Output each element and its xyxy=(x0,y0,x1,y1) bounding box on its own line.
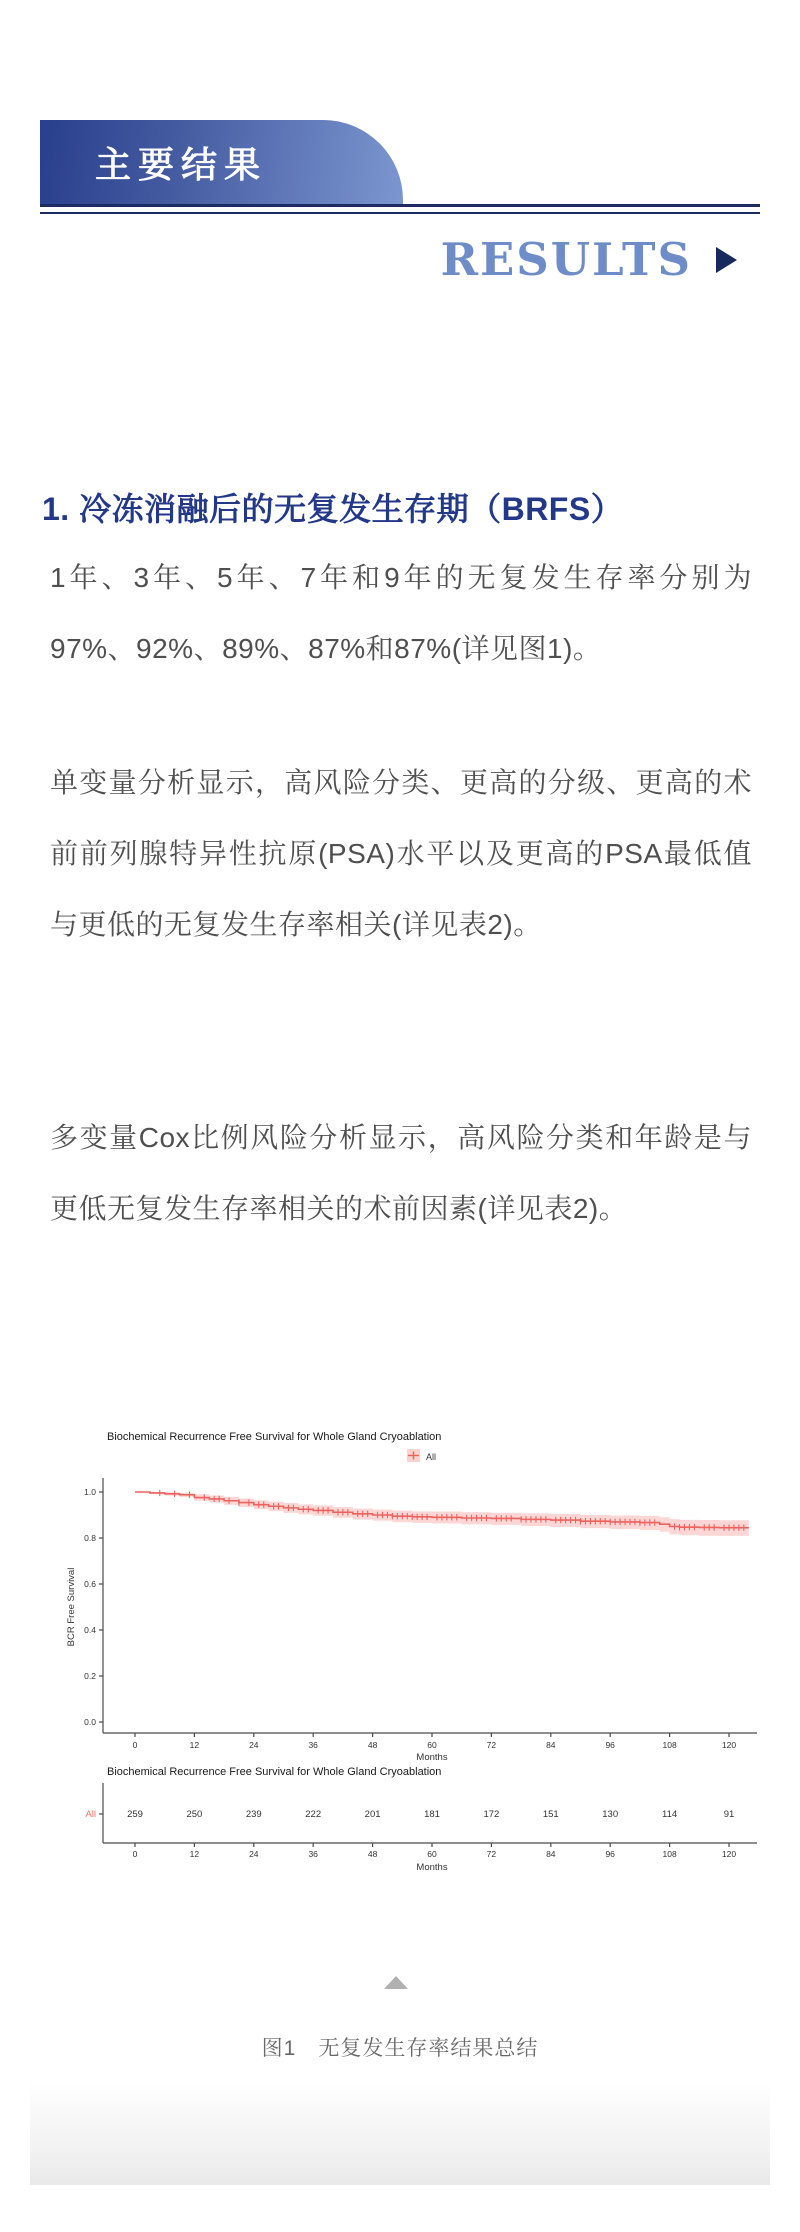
svg-text:222: 222 xyxy=(305,1809,322,1820)
svg-text:84: 84 xyxy=(546,1849,556,1859)
section-banner xyxy=(40,120,403,205)
next-section-card-top xyxy=(30,2082,770,2185)
svg-text:120: 120 xyxy=(721,1740,737,1750)
svg-text:0.2: 0.2 xyxy=(84,1671,96,1681)
svg-text:1.0: 1.0 xyxy=(84,1487,96,1497)
svg-text:120: 120 xyxy=(721,1849,737,1859)
svg-text:250: 250 xyxy=(186,1809,203,1820)
svg-text:108: 108 xyxy=(662,1740,677,1750)
svg-text:48: 48 xyxy=(367,1849,378,1859)
svg-text:96: 96 xyxy=(605,1849,615,1859)
svg-text:24: 24 xyxy=(249,1740,259,1750)
svg-text:259: 259 xyxy=(127,1809,143,1820)
svg-text:BCR Free Survival: BCR Free Survival xyxy=(66,1567,77,1647)
svg-text:60: 60 xyxy=(427,1849,437,1859)
svg-text:Biochemical Recurrence Free Su: Biochemical Recurrence Free Survival for Whole Gland Cryoablation xyxy=(107,1431,442,1443)
svg-text:24: 24 xyxy=(249,1849,259,1859)
svg-text:172: 172 xyxy=(483,1809,500,1820)
subsection-heading: 1. 冷冻消融后的无复发生存期（BRFS） xyxy=(42,491,624,527)
svg-text:Months: Months xyxy=(416,1862,448,1873)
paragraph-univariate-analysis: 单变量分析显示，高风险分类、更高的分级、更高的术前前列腺特异性抗原(PSA)水平以及更高的PSA最低值与更低的无复发生存率相关(详见表2)。 xyxy=(50,767,752,940)
collapse-up-icon[interactable] xyxy=(384,1976,408,1989)
svg-text:48: 48 xyxy=(367,1740,378,1750)
svg-text:130: 130 xyxy=(602,1809,619,1820)
km-survival-figure xyxy=(60,1425,760,1875)
svg-text:201: 201 xyxy=(364,1809,381,1820)
svg-text:0: 0 xyxy=(132,1849,138,1859)
svg-text:36: 36 xyxy=(308,1849,318,1859)
svg-text:All: All xyxy=(426,1452,437,1462)
svg-text:72: 72 xyxy=(486,1849,497,1859)
svg-text:96: 96 xyxy=(605,1740,615,1750)
results-row xyxy=(440,233,737,286)
svg-text:All: All xyxy=(85,1809,96,1820)
svg-text:151: 151 xyxy=(542,1809,559,1820)
section-banner-title: 主要结果 xyxy=(95,144,268,186)
paragraph-brfs-rates: 1年、3年、5年、7年和9年的无复发生存率分别为97%、92%、89%、87%和87%(详见图1)。 xyxy=(50,562,752,664)
svg-text:72: 72 xyxy=(486,1740,497,1750)
svg-text:181: 181 xyxy=(424,1809,440,1820)
svg-text:12: 12 xyxy=(189,1849,200,1859)
svg-text:60: 60 xyxy=(427,1740,437,1750)
svg-text:0.4: 0.4 xyxy=(84,1625,96,1635)
svg-text:Months: Months xyxy=(416,1752,448,1763)
results-label: RESULTS xyxy=(440,233,692,286)
svg-text:0.6: 0.6 xyxy=(84,1579,96,1589)
divider-thin xyxy=(40,212,760,214)
svg-text:12: 12 xyxy=(189,1740,200,1750)
svg-text:108: 108 xyxy=(662,1849,677,1859)
figure-caption: 图1 无复发生存率结果总结 xyxy=(261,2037,539,2060)
svg-text:239: 239 xyxy=(245,1809,262,1820)
paragraph-multivariate-analysis: 多变量Cox比例风险分析显示，高风险分类和年龄是与更低无复发生存率相关的术前因素(详见表2)。 xyxy=(50,1122,752,1224)
svg-text:114: 114 xyxy=(662,1809,678,1820)
svg-text:0: 0 xyxy=(132,1740,138,1750)
svg-text:91: 91 xyxy=(723,1809,735,1820)
svg-text:0.8: 0.8 xyxy=(84,1533,96,1543)
svg-text:Biochemical Recurrence Free Su: Biochemical Recurrence Free Survival for Whole Gland Cryoablation xyxy=(107,1766,442,1778)
svg-text:0.0: 0.0 xyxy=(84,1717,96,1727)
divider-thick xyxy=(40,204,760,207)
svg-text:84: 84 xyxy=(546,1740,556,1750)
play-triangle-icon xyxy=(716,247,737,273)
svg-text:36: 36 xyxy=(308,1740,318,1750)
